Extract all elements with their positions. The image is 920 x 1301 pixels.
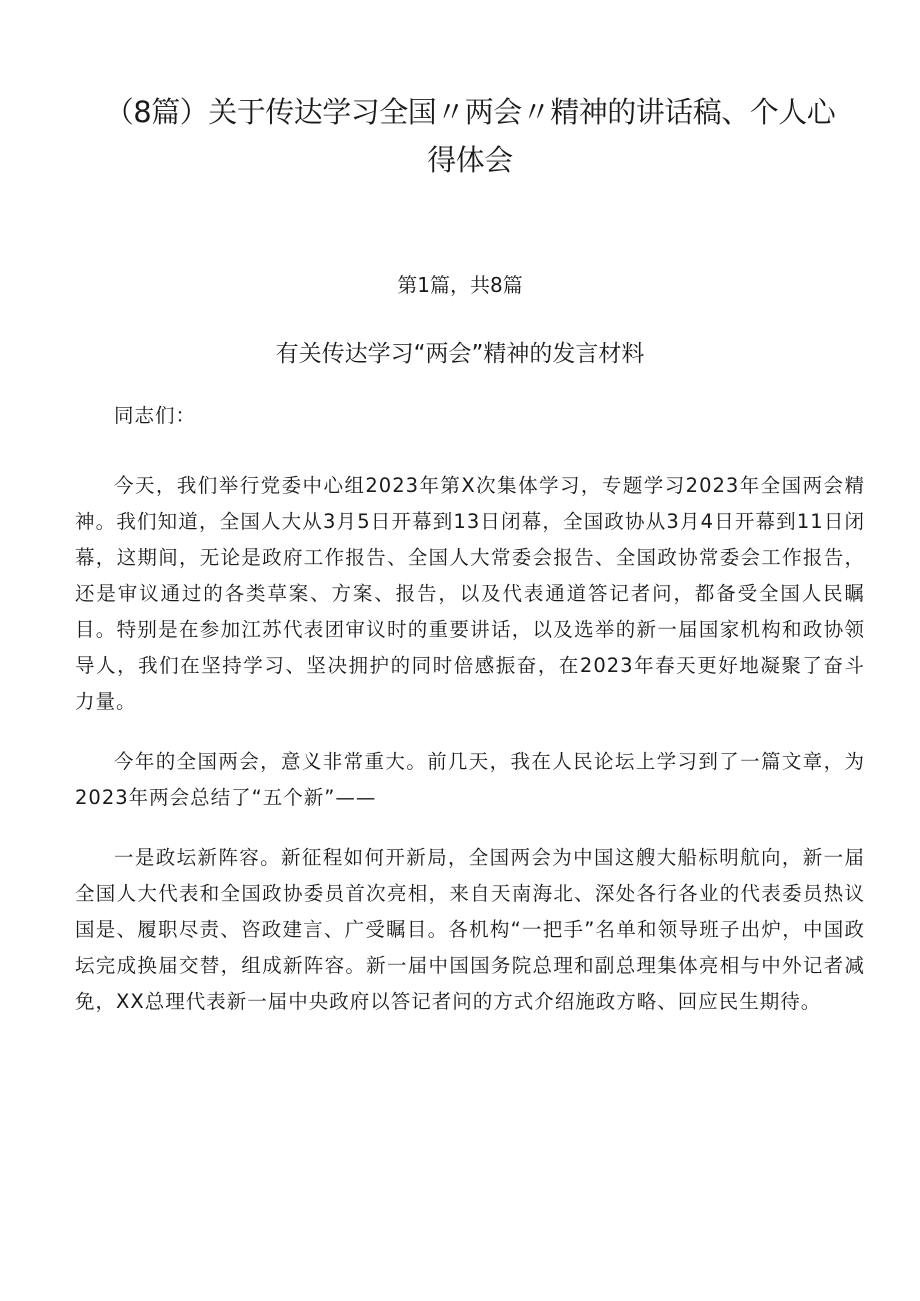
salutation: 同志们： bbox=[114, 404, 197, 427]
document-body bbox=[75, 398, 865, 1044]
paragraph: 今天，我们举行党委中心组2023年第X次集体学习，专题学习2023年全国两会精神。我们知道，全国人大从3月5日开幕到13日闭幕，全国政协从3月4日开幕到11日闭幕，这期间，无论是政府工作报告、全国人大常委会报告、全国政协常委会工作报告，还是审议通过的各类草案、方案、报告，以及代表通道答记者问，都备受全国人民瞩目。特别是在参加江苏代表团审议时的重要讲话，以及选举的新一届国家机构和政协领导人，我们在坚持学习、坚决拥护的同时倍感振奋，在2023年春天更好地凝聚了奋斗力量。 bbox=[75, 474, 865, 713]
paragraph: 一是政坛新阵容。新征程如何开新局，全国两会为中国这艘大船标明航向，新一届全国人大代表和全国政协委员首次亮相，来自天南海北、深处各行各业的代表委员热议国是、履职尽责、咨政建言、广受瞩目。各机构“一把手”名单和领导班子出炉，中国政坛完成换届交替，组成新阵容。新一届中国国务院总理和副总理集体亮相与中外记者减免，XX总理代表新一届中央政府以答记者问的方式介绍施政方略、回应民生期待。 bbox=[75, 846, 865, 1013]
section-title: 有关传达学习“两会”精神的发言材料 bbox=[275, 341, 645, 367]
paragraph: 今年的全国两会，意义非常重大。前几天，我在人民论坛上学习到了一篇文章，为2023年两会总结了“五个新”—— bbox=[75, 750, 865, 809]
part-label: 第1篇，共8篇 bbox=[397, 273, 523, 297]
document-title: （8篇）关于传达学习全国〃两会〃精神的讲话稿、个人心得体会 bbox=[104, 95, 836, 177]
